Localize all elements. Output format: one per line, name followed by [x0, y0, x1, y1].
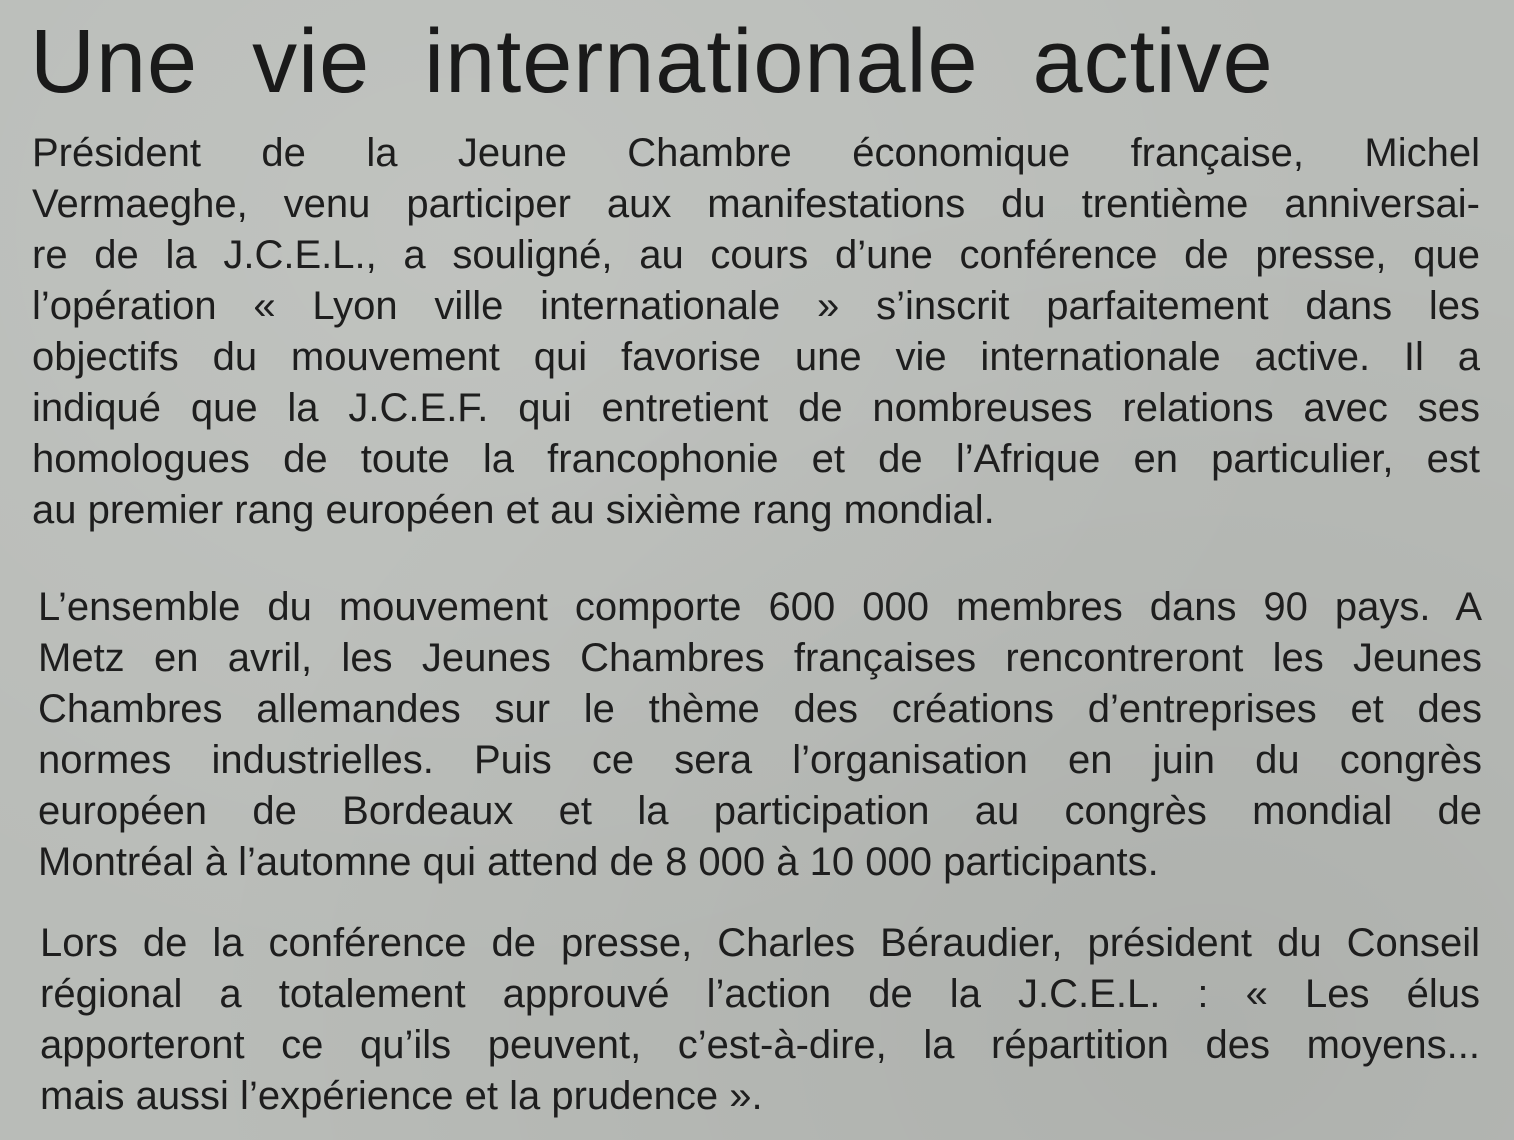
paragraph-line: Metz en avril, les Jeunes Chambres françaises rencontreront les Jeunes [38, 636, 1482, 680]
paragraph-line: Vermaeghe, venu participer aux manifestations du trentième anniversai- [32, 182, 1480, 226]
article-title: Une vie internationale active [30, 12, 1274, 112]
paragraph-line: au premier rang européen et au sixième rang mondial. [32, 488, 995, 532]
paragraph-line: Chambres allemandes sur le thème des créations d’entreprises et des [38, 687, 1482, 731]
paragraph-line: homologues de toute la francophonie et de l’Afrique en particulier, est [32, 437, 1480, 481]
paragraph-line: l’opération « Lyon ville internationale » s’inscrit parfaitement dans les [32, 284, 1480, 328]
paragraph-line: mais aussi l’expérience et la prudence ». [40, 1074, 763, 1118]
paragraph-line: Lors de la conférence de presse, Charles Béraudier, président du Conseil [40, 921, 1480, 965]
paragraph-line: régional a totalement approuvé l’action de la J.C.E.L. : « Les élus [40, 972, 1480, 1016]
paragraph-line: Montréal à l’automne qui attend de 8 000 à 10 000 participants. [38, 840, 1159, 884]
article-paragraph-2 [38, 582, 1482, 888]
paragraph-line: européen de Bordeaux et la participation au congrès mondial de [38, 789, 1482, 833]
paragraph-line: normes industrielles. Puis ce sera l’organisation en juin du congrès [38, 738, 1482, 782]
article-paragraph-3 [40, 918, 1480, 1122]
paragraph-line: indiqué que la J.C.E.F. qui entretient de nombreuses relations avec ses [32, 386, 1480, 430]
paragraph-line: Président de la Jeune Chambre économique française, Michel [32, 131, 1480, 175]
paragraph-line: L’ensemble du mouvement comporte 600 000 membres dans 90 pays. A [38, 585, 1482, 629]
article-paragraph-1 [32, 128, 1480, 536]
paragraph-line: objectifs du mouvement qui favorise une vie internationale active. Il a [32, 335, 1480, 379]
paragraph-line: re de la J.C.E.L., a souligné, au cours d’une conférence de presse, que [32, 233, 1480, 277]
paragraph-line: apporteront ce qu’ils peuvent, c’est-à-dire, la répartition des moyens... [40, 1023, 1480, 1067]
